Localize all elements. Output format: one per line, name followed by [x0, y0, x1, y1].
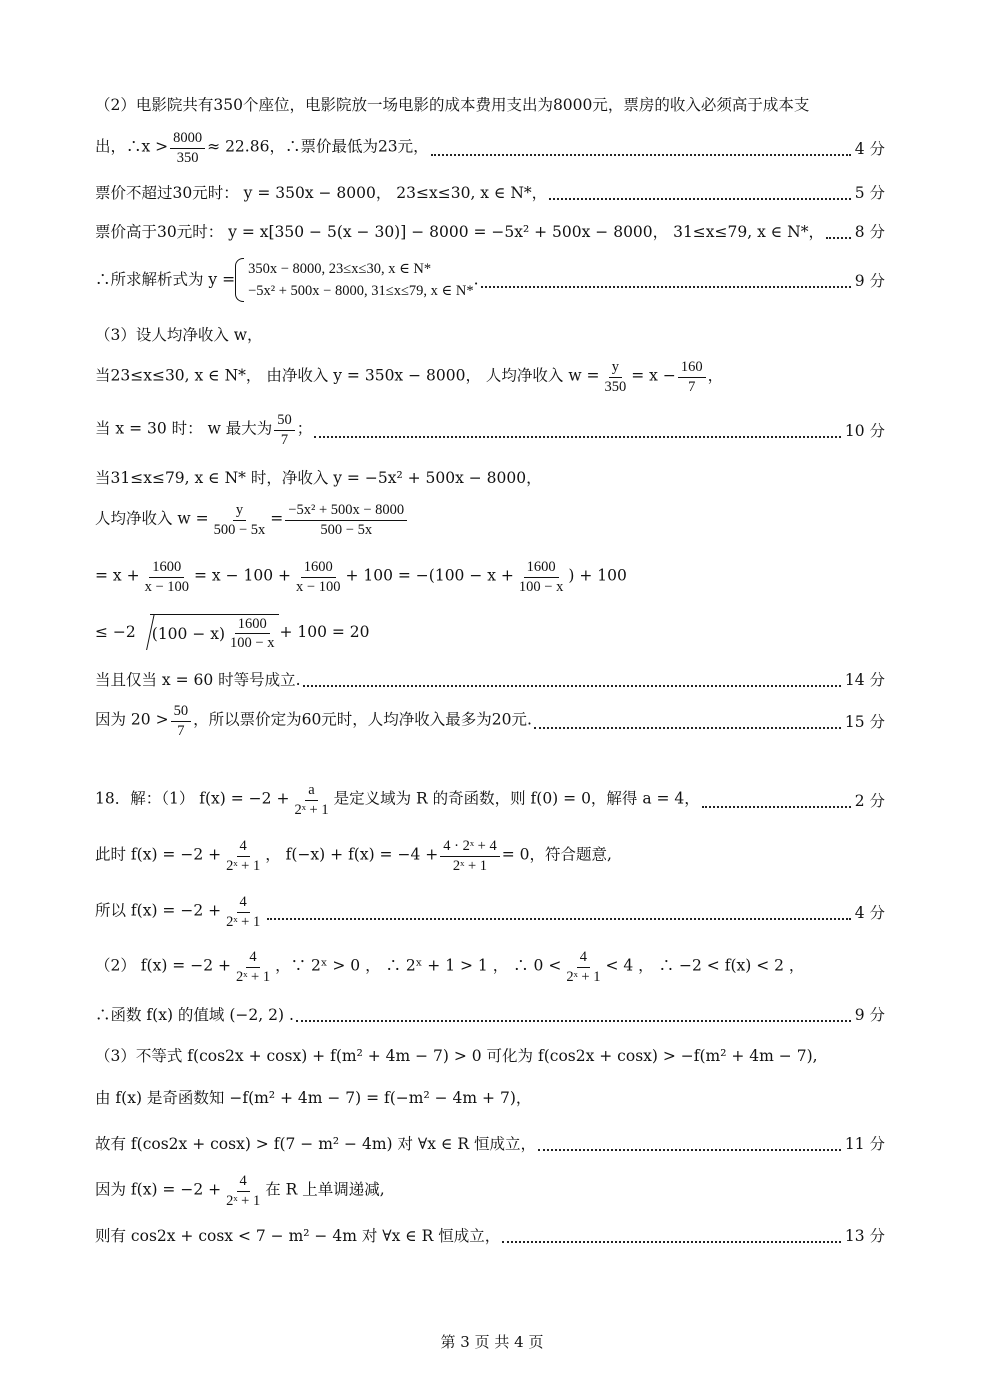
line-text: 在 R 上单调递减,	[265, 1181, 385, 1199]
fraction-denominator: 2ˣ + 1	[226, 1192, 261, 1209]
line-content	[95, 558, 627, 595]
piecewise-cases	[248, 258, 474, 303]
solution-line	[95, 890, 885, 934]
line-text: 当31≤x≤79, x ∈ N* 时，净收入 y = −5x² + 500x − 8000，	[95, 469, 542, 487]
line-content	[95, 668, 301, 690]
fraction	[171, 702, 192, 739]
line-content	[95, 1044, 818, 1066]
line-text: ；	[296, 420, 313, 438]
line-content	[95, 837, 612, 874]
line-text: + 100 = −(100 − x +	[345, 567, 514, 585]
score-label: 5 分	[854, 184, 885, 202]
solution-line	[95, 1169, 885, 1213]
line-text: 当23≤x≤30, x ∈ N*， 由净收入 y = 350x − 8000， 人均净收入 w =	[95, 367, 600, 385]
fraction-numerator: 4 · 2ˣ + 4	[440, 837, 499, 856]
fraction-denominator: 100 − x	[518, 578, 564, 595]
line-content	[95, 702, 532, 739]
line-content	[95, 1003, 294, 1025]
fraction-numerator: 4	[237, 893, 250, 912]
solution-line	[95, 312, 885, 356]
fraction-numerator: 1600	[149, 558, 184, 577]
line-text: 是定义域为 R 的奇函数，则 f(0) = 0，解得 a = 4，	[333, 790, 700, 808]
line-text: = x − 100 +	[194, 567, 292, 585]
solution-line	[95, 945, 885, 989]
fraction-numerator: 4	[246, 948, 259, 967]
fraction	[440, 837, 499, 874]
fraction-denominator: 350	[176, 149, 199, 166]
line-text: （2） f(x) = −2 +	[95, 957, 231, 975]
piecewise-case: −5x² + 500x − 8000, 31≤x≤79, x ∈ N*	[248, 283, 474, 299]
fraction	[274, 411, 295, 448]
fraction-numerator: 1600	[524, 558, 559, 577]
line-text: 此时 f(x) = −2 +	[95, 846, 222, 864]
solution-line	[95, 1121, 885, 1165]
line-text: 当且仅当 x = 60 时等号成立.	[95, 671, 301, 689]
score-label: 9 分	[854, 1006, 885, 1024]
line-content	[95, 614, 370, 652]
fraction-numerator: 4	[237, 837, 250, 856]
fraction-denominator: 2ˣ + 1	[452, 857, 488, 874]
line-text: 因为 20 >	[95, 711, 169, 729]
line-text: = x +	[95, 567, 140, 585]
line-text: .	[473, 270, 479, 288]
dot-leader	[481, 285, 851, 288]
fraction-numerator: 4	[577, 948, 590, 967]
line-content	[95, 220, 824, 242]
fraction-denominator: x − 100	[144, 578, 190, 595]
dot-leader	[431, 153, 851, 156]
line-content	[95, 501, 409, 538]
line-text: 票价不超过30元时： y = 350x − 8000， 23≤x≤30, x ∈ N*，	[95, 184, 548, 202]
score-label: 13 分	[844, 1227, 885, 1245]
line-text: 故有 f(cos2x + cosx) > f(7 − m² − 4m) 对 ∀x ∈ R 恒成立，	[95, 1135, 536, 1153]
fraction-denominator: 100 − x	[230, 635, 275, 651]
line-text: 当 x = 30 时： w 最大为	[95, 420, 273, 438]
solution-line	[95, 209, 885, 253]
line-text: ，所以票价定为60元时，人均净收入最多为20元.	[193, 711, 532, 729]
fraction	[223, 837, 263, 874]
score-label: 4 分	[854, 904, 885, 922]
line-text: ≤ −2	[95, 623, 136, 641]
dot-leader	[538, 1148, 841, 1151]
line-text: ) + 100	[568, 567, 627, 585]
fraction	[223, 893, 263, 930]
line-text: = x −	[631, 367, 676, 385]
fraction	[142, 558, 192, 595]
line-content	[95, 358, 723, 395]
fraction	[227, 615, 277, 652]
line-content	[95, 181, 547, 203]
fraction	[223, 1172, 263, 1209]
fraction-denominator: 2ˣ + 1	[235, 968, 271, 985]
line-content	[95, 1132, 536, 1154]
line-text: ∴所求解析式为 y =	[95, 270, 236, 288]
line-content	[95, 93, 809, 115]
fraction	[516, 558, 566, 595]
fraction-numerator: 4	[237, 1172, 250, 1191]
line-text: （3）不等式 f(cos2x + cosx) + f(m² + 4m − 7) > 0 可化为 f(cos2x + cosx) > −f(m² + 4m − 7),	[95, 1047, 818, 1065]
score-label: 11 分	[844, 1135, 885, 1153]
line-text: 则有 cos2x + cosx < 7 − m² − 4m 对 ∀x ∈ R 恒成立，	[95, 1227, 501, 1245]
line-text: =	[270, 510, 284, 528]
line-content	[95, 411, 312, 448]
fraction-numerator: a	[305, 781, 317, 800]
piecewise-brace	[235, 258, 474, 303]
fraction-denominator: 7	[280, 431, 289, 448]
score-label: 4 分	[854, 140, 885, 158]
dot-leader	[549, 197, 851, 200]
solution-line	[95, 1033, 885, 1077]
line-text: ， f(−x) + f(x) = −4 +	[265, 846, 439, 864]
solution-line	[95, 778, 885, 822]
fraction-numerator: 50	[274, 411, 295, 430]
fraction-numerator: 160	[678, 358, 706, 377]
line-text: 因为 f(x) = −2 +	[95, 1181, 222, 1199]
solution-line	[95, 170, 885, 214]
fraction-numerator: 1600	[301, 558, 336, 577]
score-label: 2 分	[854, 792, 885, 810]
line-text: 票价高于30元时： y = x[350 − 5(x − 30)] − 8000 = −5x² + 500x − 8000， 31≤x≤79, x ∈ N*，	[95, 223, 824, 241]
square-root	[150, 614, 280, 652]
fraction-denominator: 2ˣ + 1	[226, 913, 261, 930]
fraction-denominator: 7	[688, 378, 696, 395]
line-content	[95, 893, 265, 930]
fraction-denominator: x − 100	[296, 578, 341, 595]
dot-leader	[826, 236, 851, 239]
line-content	[95, 948, 804, 985]
line-content	[95, 1172, 385, 1209]
fraction-denominator: 500 − 5x	[320, 521, 373, 538]
line-text: + 100 = 20	[279, 623, 370, 641]
solution-line	[95, 455, 885, 499]
solution-line	[95, 258, 885, 302]
line-content	[95, 781, 700, 818]
radicand-text: (100 − x)	[151, 624, 226, 643]
dot-leader	[303, 684, 841, 687]
fraction-numerator: 8000	[170, 129, 205, 148]
solution-line	[95, 611, 885, 655]
fraction-denominator: 7	[177, 722, 185, 739]
score-label: 14 分	[844, 671, 885, 689]
dot-leader	[314, 435, 841, 438]
line-text: ，	[707, 367, 724, 385]
line-text: = 0，符合题意,	[501, 846, 612, 864]
solution-line	[95, 82, 885, 126]
solution-line	[95, 355, 885, 399]
line-text: 18．解：（1） f(x) = −2 +	[95, 790, 290, 808]
line-content	[95, 1224, 500, 1246]
fraction-numerator: −5x² + 500x − 8000	[285, 501, 407, 520]
piecewise-case: 350x − 8000, 23≤x≤30, x ∈ N*	[248, 260, 432, 277]
solution-line	[95, 1213, 885, 1257]
fraction-numerator: 50	[171, 702, 192, 721]
solution-line	[95, 992, 885, 1036]
fraction	[291, 781, 331, 818]
line-text: 出，∴x >	[95, 138, 169, 156]
fraction	[563, 948, 603, 985]
line-text: ，∵ 2ˣ > 0 ， ∴ 2ˣ + 1 > 1 ， ∴ 0 <	[275, 957, 562, 975]
fraction	[233, 948, 273, 985]
fraction	[678, 358, 706, 395]
solution-line	[95, 1075, 885, 1119]
fraction	[293, 558, 343, 595]
line-content	[95, 1086, 531, 1108]
fraction	[602, 358, 630, 395]
line-text: （3）设人均净收入 w，	[95, 326, 263, 344]
fraction	[285, 501, 407, 538]
solution-line	[95, 699, 885, 743]
fraction-numerator: 1600	[235, 615, 270, 634]
solution-line	[95, 657, 885, 701]
left-brace-icon	[235, 258, 244, 303]
dot-leader	[534, 726, 841, 729]
solution-line	[95, 834, 885, 878]
solution-line	[95, 408, 885, 452]
fraction-denominator: 2ˣ + 1	[566, 968, 601, 985]
line-text: 由 f(x) 是奇函数知 −f(m² + 4m − 7) = f(−m² − 4m + 7)，	[95, 1089, 532, 1107]
fraction-denominator: 2ˣ + 1	[226, 857, 261, 874]
solution-line	[95, 126, 885, 170]
page-footer: 第 3 页 共 4 页	[440, 1333, 544, 1351]
solution-line	[95, 498, 885, 542]
fraction	[211, 501, 269, 538]
line-text: ∴函数 f(x) 的值域 (−2, 2) .	[95, 1006, 294, 1024]
line-text: （2）电影院共有350个座位，电影院放一场电影的成本费用支出为8000元，票房的收入必须高于成本支	[95, 96, 810, 114]
fraction-numerator: y	[233, 501, 246, 520]
dot-leader	[296, 1019, 851, 1022]
score-label: 15 分	[844, 713, 885, 731]
fraction-denominator: 2ˣ + 1	[294, 801, 329, 818]
score-label: 9 分	[854, 272, 885, 290]
fraction-denominator: 350	[604, 378, 627, 395]
fraction	[170, 129, 205, 166]
fraction-numerator: y	[609, 358, 622, 377]
score-label: 8 分	[854, 223, 885, 241]
dot-leader	[702, 805, 851, 808]
line-text: 人均净收入 w =	[95, 510, 209, 528]
line-text: ≈ 22.86，∴票价最低为23元，	[207, 138, 429, 156]
solution-line	[95, 555, 885, 599]
dot-leader	[267, 917, 850, 920]
line-content	[95, 258, 479, 303]
score-label: 10 分	[844, 422, 885, 440]
dot-leader	[502, 1240, 841, 1243]
line-content	[95, 129, 429, 166]
line-content	[95, 323, 263, 345]
line-text: 所以 f(x) = −2 +	[95, 902, 222, 920]
line-text: < 4 ， ∴ −2 < f(x) < 2 ，	[605, 957, 805, 975]
line-content	[95, 466, 542, 488]
fraction-denominator: 500 − 5x	[213, 521, 266, 538]
